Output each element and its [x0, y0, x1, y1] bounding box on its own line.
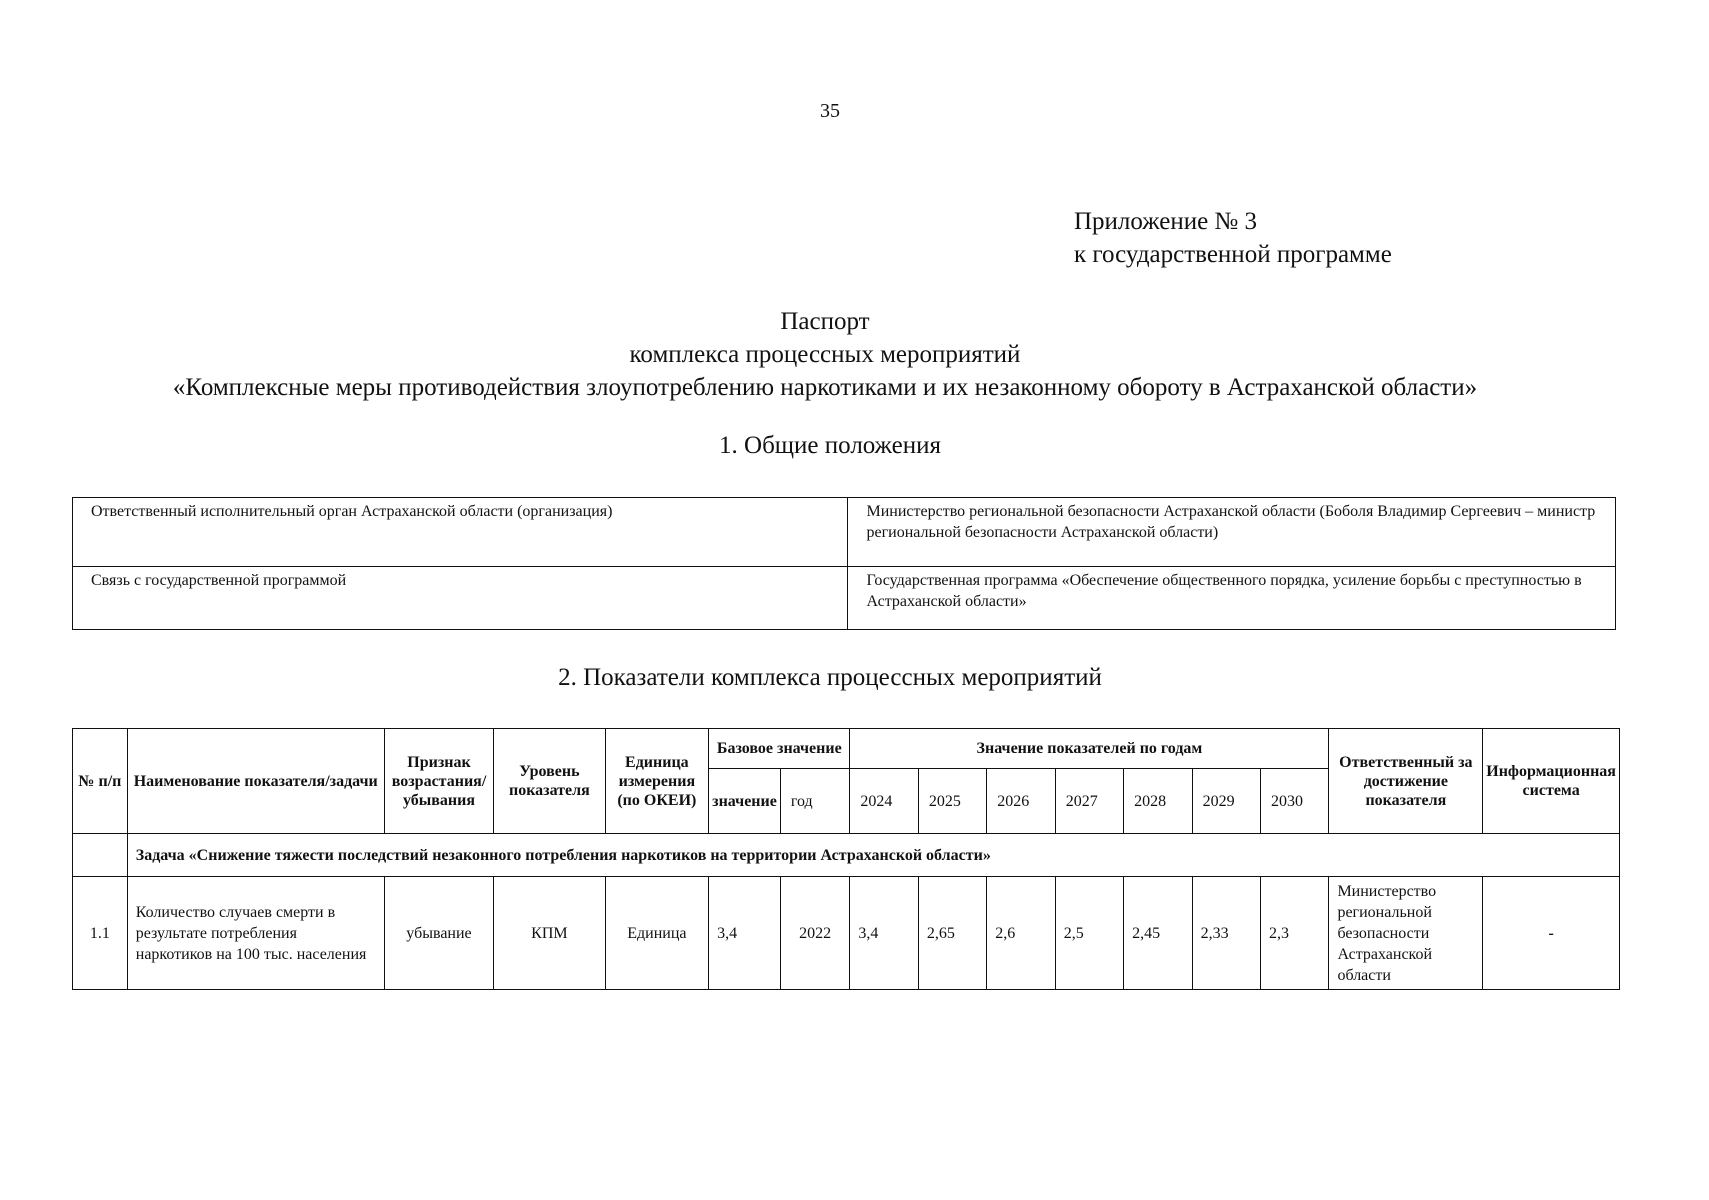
table-row [73, 567, 1616, 630]
col-year-2030: 2030 [1261, 769, 1329, 834]
col-level-header: Уровень показателя [494, 729, 605, 834]
row-value-2024: 3,4 [850, 877, 918, 990]
row-name: Количество случаев смерти в результате потребления наркотиков на 100 тыс. населения [127, 877, 384, 990]
title-line-3: «Комплексные меры противодействия злоупотреблению наркотиками и их незаконному обороту в Астраханской области» [172, 374, 1478, 401]
section-1-heading: 1. Общие положения [719, 432, 941, 459]
row-value-2027: 2,5 [1055, 877, 1123, 990]
appendix-note [1074, 205, 1392, 271]
col-trend-header: Признак возрастания/ убывания [384, 729, 493, 834]
col-name-header: Наименование показателя/задачи [127, 729, 384, 834]
page-number: 35 [820, 100, 840, 122]
table-row [73, 877, 1620, 990]
col-num-header: № п/п [73, 729, 128, 834]
col-base-header: Базовое значение [709, 729, 850, 769]
row-base-value: 3,4 [709, 877, 781, 990]
indicators-table [72, 728, 1620, 990]
col-year-2025: 2025 [918, 769, 986, 834]
col-info-system-header: Информационная система [1483, 729, 1620, 834]
title-line-2: комплекса процессных мероприятий [629, 341, 1021, 368]
row-num: 1.1 [73, 877, 128, 990]
task-empty-cell [73, 834, 128, 877]
col-year-2026: 2026 [987, 769, 1055, 834]
row-value-2029: 2,33 [1192, 877, 1260, 990]
col-base-value-header: значение [709, 769, 781, 834]
appendix-line-2: к государственной программе [1074, 241, 1392, 268]
col-years-group-header: Значение показателей по годам [850, 729, 1329, 769]
row-base-year: 2022 [780, 877, 850, 990]
document-title [0, 305, 1650, 404]
row-level: КПМ [494, 877, 605, 990]
table-row [73, 498, 1616, 567]
row-trend: убывание [384, 877, 493, 990]
title-line-1: Паспорт [780, 308, 870, 335]
task-title: Задача «Снижение тяжести последствий незаконного потребления наркотиков на территории Астраханской области» [127, 834, 1619, 877]
row-responsible: Министерство региональной безопасности Астраханской области [1329, 877, 1483, 990]
row-value-2025: 2,65 [918, 877, 986, 990]
col-year-2024: 2024 [850, 769, 918, 834]
col-year-2028: 2028 [1124, 769, 1192, 834]
col-year-2029: 2029 [1192, 769, 1260, 834]
row-value-2028: 2,45 [1124, 877, 1192, 990]
general-label: Ответственный исполнительный орган Астраханской области (организация) [73, 498, 848, 567]
row-unit: Единица [605, 877, 709, 990]
col-unit-header: Единица измерения (по ОКЕИ) [605, 729, 709, 834]
header-row-1 [73, 729, 1620, 769]
col-year-2027: 2027 [1055, 769, 1123, 834]
general-label: Связь с государственной программой [73, 567, 848, 630]
appendix-line-1: Приложение № 3 [1074, 208, 1258, 235]
row-value-2026: 2,6 [987, 877, 1055, 990]
row-value-2030: 2,3 [1261, 877, 1329, 990]
section-2-heading: 2. Показатели комплекса процессных мероприятий [558, 664, 1102, 691]
row-info-system: - [1483, 877, 1620, 990]
task-row [73, 834, 1620, 877]
col-responsible-header: Ответственный за достижение показателя [1329, 729, 1483, 834]
general-value: Государственная программа «Обеспечение общественного порядка, усиление борьбы с преступностью в Астраханской области» [848, 567, 1616, 630]
general-value: Министерство региональной безопасности Астраханской области (Боболя Владимир Сергеевич – министр региональной безопасности Астраханской области) [848, 498, 1616, 567]
col-base-year-header: год [780, 769, 850, 834]
general-provisions-table [72, 497, 1616, 630]
